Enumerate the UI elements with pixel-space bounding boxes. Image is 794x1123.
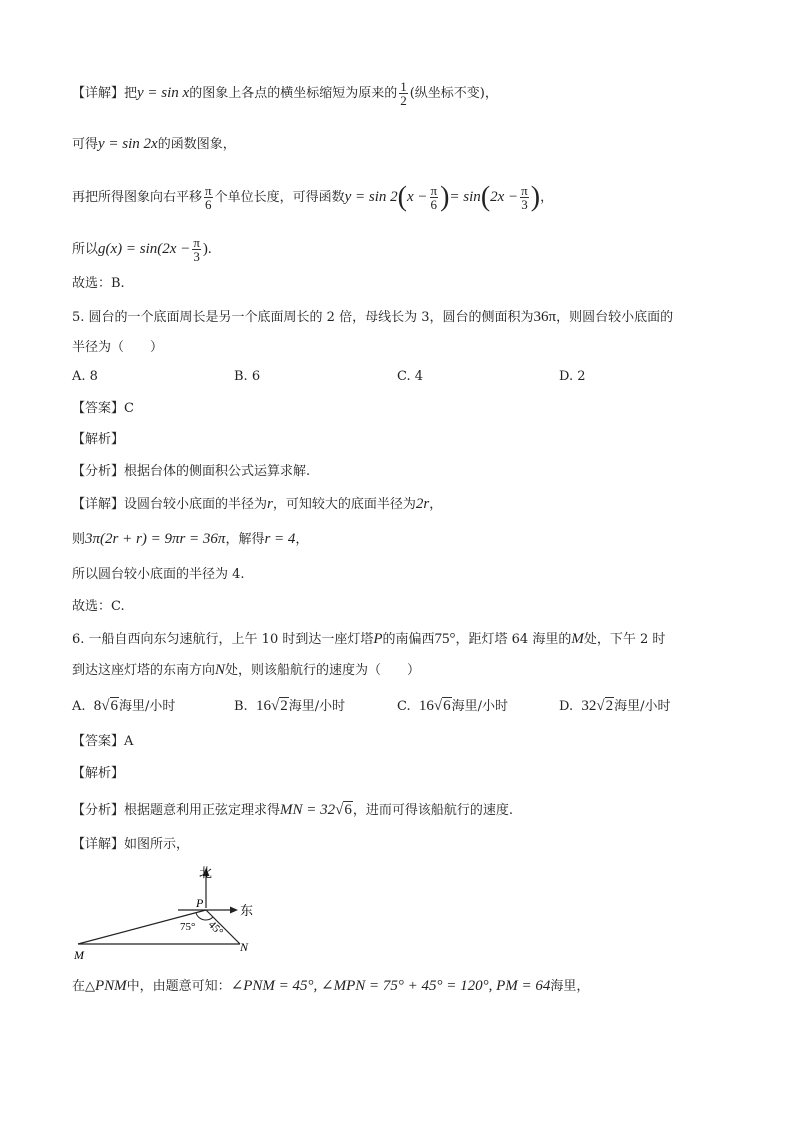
sol4-l3-tail: ， xyxy=(540,190,554,205)
q6-s1P: P xyxy=(373,631,383,647)
last-expr: ∠PNM = 45°, ∠MPN = 75° + 45° = 120°, PM = 64 xyxy=(230,978,551,994)
answer-text: 【答案】C xyxy=(72,401,134,416)
opt-unit: 海里/小时 xyxy=(614,699,671,714)
q5-option-c[interactable]: C. 4 xyxy=(397,369,424,384)
opt-unit: 海里/小时 xyxy=(288,699,346,714)
q6-s1c: ，距灯塔 64 海里的 xyxy=(455,632,572,647)
opt-radicand: 6 xyxy=(110,698,119,714)
sol4-l3-inner1: x − xyxy=(406,189,428,205)
sol4-l3-expr-a: y = sin 2 xyxy=(344,189,398,205)
opt-coef: 8 xyxy=(93,698,102,714)
sol4-line1 xyxy=(72,80,498,107)
calc-r: r = 4 xyxy=(264,531,296,547)
calc-c: ， xyxy=(295,532,309,547)
frac-den: 6 xyxy=(430,197,438,212)
q6-s1deg: 75° xyxy=(434,631,456,647)
opt-label: A. xyxy=(72,699,86,714)
paren-open: ( xyxy=(397,181,407,213)
sqrt-icon: √ xyxy=(335,802,344,818)
sol4-l4-pre: 所以 xyxy=(72,242,99,257)
angle-arc xyxy=(206,917,213,920)
frac-den: 6 xyxy=(205,197,212,212)
q6-option-c[interactable] xyxy=(397,696,508,717)
sol4-choose xyxy=(72,274,125,294)
q6-s1M: M xyxy=(571,631,584,647)
opt-radicand: 6 xyxy=(443,698,451,714)
q5-calc xyxy=(72,529,308,550)
sol4-l3-eq: = sin xyxy=(449,189,481,205)
analysis-text: 【解析】 xyxy=(72,432,125,447)
q6-analysis xyxy=(72,764,124,784)
sol4-l4-expr: g(x) = sin(2x − xyxy=(98,241,191,257)
frac-num: π xyxy=(193,235,200,250)
opt-radicand: 2 xyxy=(280,698,288,714)
q5-option-b[interactable]: B. 6 xyxy=(234,369,261,384)
xj-r: r xyxy=(267,496,273,512)
q5-analysis xyxy=(72,430,124,450)
q5-stem-line1 xyxy=(72,307,673,328)
sol4-line3 xyxy=(72,181,554,213)
sol4-l3-pre: 再把所得图象向右平移 xyxy=(72,190,203,205)
frac-den: 3 xyxy=(521,197,528,212)
xj-b: ，可知较大的底面半径为 xyxy=(272,497,416,512)
sol4-l1-func: y = sin x xyxy=(137,85,190,101)
sol4-l2-pre: 可得 xyxy=(72,137,99,152)
answer-text: 【答案】A xyxy=(72,734,134,749)
analysis-text: 【解析】 xyxy=(72,766,125,781)
opt-unit: 海里/小时 xyxy=(451,699,509,714)
q5-stem2: 半径为（ ） xyxy=(72,340,164,355)
opt-label: B. xyxy=(234,699,248,714)
sol4-l2-func: y = sin 2x xyxy=(98,136,158,152)
sol4-l1-mid: 的图象上各点的横坐标缩短为原来的 xyxy=(189,86,398,101)
opt-radicand: 2 xyxy=(605,698,614,714)
opt-coef: 32 xyxy=(581,698,597,714)
label-angle-45: 45° xyxy=(205,918,226,939)
sqrt-icon: √ xyxy=(596,698,605,714)
xiangjie-text: 【详解】如图所示， xyxy=(72,837,190,852)
sol4-l2-post: 的函数图象， xyxy=(157,137,236,152)
q5-xiangjie xyxy=(72,494,442,515)
opt-label: D. xyxy=(559,699,574,714)
q5-stem1-c: ，则圆台较小底面的 xyxy=(556,310,674,325)
q5-stem-line2 xyxy=(72,338,163,358)
choose-text: 故选：B. xyxy=(72,276,125,291)
q6-s1a: 6. 一船自西向东匀速航行，上午 10 时到达一座灯塔 xyxy=(72,632,374,647)
q5-option-a[interactable]: A. 8 xyxy=(72,369,98,384)
opt-coef: 16 xyxy=(418,698,434,714)
opt-unit: 海里/小时 xyxy=(119,699,176,714)
sol4-l3-mid: 个单位长度，可得函数 xyxy=(214,190,345,205)
q6-fenxi xyxy=(72,800,513,821)
fraction-pi-3 xyxy=(520,184,529,211)
calc-expr: 3π(2r + r) = 9πr = 36π xyxy=(85,531,226,547)
sol4-line4 xyxy=(72,236,212,263)
q6-answer xyxy=(72,732,133,752)
last-c: 海里， xyxy=(550,979,590,994)
fraction-pi-3c xyxy=(192,236,201,263)
frac-den: 3 xyxy=(193,249,200,264)
sol4-l3-inner2: 2x − xyxy=(490,189,519,205)
label-n: N xyxy=(240,940,249,954)
label-p: P xyxy=(196,896,204,910)
q5-choose xyxy=(72,597,125,617)
concl-text: 所以圆台较小底面的半径为 4. xyxy=(72,567,245,582)
fraction-half xyxy=(399,80,408,107)
fraction-pi-6b xyxy=(430,184,439,211)
frac-num: π xyxy=(430,183,438,198)
last-b: 中，由题意可知： xyxy=(126,979,231,994)
q5-option-d[interactable]: D. 2 xyxy=(559,369,586,384)
fraction-pi-6 xyxy=(204,184,213,211)
fenxi-expr: MN = 32 xyxy=(280,802,336,818)
q6-stem-line1 xyxy=(72,629,665,650)
q5-stem1-a: 5. 圆台的一个底面周长是另一个底面周长的 2 倍，母线长为 3，圆台的侧面积为 xyxy=(72,310,534,325)
angle-arc xyxy=(196,913,206,920)
sqrt-icon: √ xyxy=(270,698,280,714)
q6-option-d[interactable] xyxy=(559,696,670,717)
opt-coef: 16 xyxy=(255,698,271,714)
paren-close: ) xyxy=(440,181,450,213)
frac-den: 2 xyxy=(400,93,407,108)
q5-answer xyxy=(72,399,134,419)
label-north: 北 xyxy=(199,865,213,880)
q6-s2b: 处，则该船航行的速度为（ ） xyxy=(225,663,421,678)
frac-num: 1 xyxy=(400,79,407,94)
frac-num: π xyxy=(521,183,528,198)
paren-close: ) xyxy=(530,181,541,213)
frac-num: π xyxy=(205,183,212,198)
label-m: M xyxy=(74,948,84,962)
fenxi-a: 【分析】根据题意利用正弦定理求得 xyxy=(72,803,281,818)
label-angle-75: 75° xyxy=(180,921,196,933)
opt-label: C. xyxy=(397,699,411,714)
q6-option-b[interactable] xyxy=(234,696,345,717)
sol4-line2 xyxy=(72,134,236,155)
east-arrow-head xyxy=(230,907,238,914)
xj-a: 【详解】设圆台较小底面的半径为 xyxy=(72,497,268,512)
last-a: 在△ xyxy=(72,979,95,994)
sol4-l1-pre: 【详解】把 xyxy=(72,86,138,101)
xj-c: ， xyxy=(429,497,443,512)
q6-xiangjie xyxy=(72,835,189,855)
fenxi-b: ，进而可得该船航行的速度. xyxy=(352,803,514,818)
fenxi-text: 【分析】根据台体的侧面积公式运算求解. xyxy=(72,464,311,479)
paren-open: ( xyxy=(480,181,491,213)
q6-s2a: 到达这座灯塔的东南方向 xyxy=(72,663,216,678)
sqrt-icon: √ xyxy=(101,698,110,714)
q5-stem1-b: 36π xyxy=(533,309,557,325)
sqrt-icon: √ xyxy=(433,698,443,714)
q6-s1d: 处，下午 2 时 xyxy=(583,632,666,647)
q6-s1b: 的南偏西 xyxy=(382,632,435,647)
label-east: 东 xyxy=(240,903,254,918)
q6-s2N: N xyxy=(215,662,226,678)
last-pnm: PNM xyxy=(95,978,127,994)
calc-b: ，解得 xyxy=(225,532,265,547)
q6-last-line xyxy=(72,976,589,997)
q6-stem-line2 xyxy=(72,660,420,681)
q5-conclusion xyxy=(72,565,245,585)
xj-2r: 2r xyxy=(415,496,430,512)
q5-fenxi xyxy=(72,462,310,482)
choose-text: 故选：C. xyxy=(72,599,125,614)
sol4-l1-post: (纵坐标不变)， xyxy=(409,86,498,101)
triangle-figure xyxy=(60,860,280,965)
sol4-l4-post: ). xyxy=(202,241,212,257)
q6-option-a[interactable] xyxy=(72,696,175,717)
calc-a: 则 xyxy=(72,532,86,547)
fenxi-radicand: 6 xyxy=(344,802,352,818)
